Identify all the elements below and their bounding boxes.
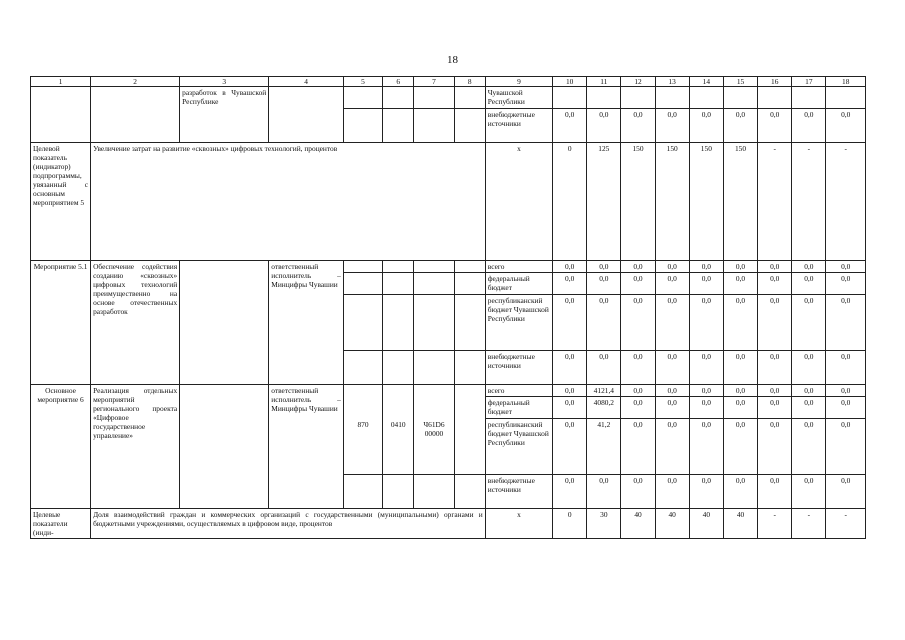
value-cell: 0,0	[723, 475, 757, 509]
value-cell: 40	[621, 509, 655, 539]
value-cell: 0,0	[621, 295, 655, 351]
value-cell: 0,0	[621, 351, 655, 385]
value-cell: -	[758, 509, 792, 539]
gr-code: 870	[343, 419, 382, 475]
measure-label: Основное мероприятие 6	[31, 385, 91, 509]
source-cell: внебюджетные источники	[485, 351, 552, 385]
header-cell: 16	[758, 77, 792, 87]
value-cell: 0,0	[792, 475, 826, 509]
page-number: 18	[447, 54, 458, 66]
value-cell: 0,0	[758, 295, 792, 351]
x-cell: x	[485, 509, 552, 539]
header-cell: 13	[655, 77, 689, 87]
value-cell: 0,0	[826, 397, 866, 419]
value-cell: 0,0	[792, 109, 826, 143]
value-cell: 0,0	[621, 475, 655, 509]
value-cell: 0,0	[553, 385, 587, 397]
value-cell: 0	[553, 143, 587, 261]
source-cell: всего	[485, 385, 552, 397]
header-row	[31, 77, 866, 87]
header-cell: 14	[689, 77, 723, 87]
value-cell: 0,0	[826, 273, 866, 295]
table-row	[31, 509, 866, 539]
header-cell: 9	[485, 77, 552, 87]
value-cell: 0,0	[621, 419, 655, 475]
table-row	[31, 143, 866, 261]
header-cell: 2	[91, 77, 180, 87]
source-cell: республиканский бюджет Чувашской Республики	[485, 295, 552, 351]
measure-title: Реализация отдельных мероприятий регионального проекта «Цифровое государственное управление»	[91, 385, 180, 509]
value-cell: -	[826, 143, 866, 261]
value-cell: 0,0	[758, 261, 792, 273]
value-cell: 0,0	[826, 475, 866, 509]
value-cell: 0,0	[587, 109, 621, 143]
cont-col3: разработок в Чувашской Республике	[180, 87, 269, 143]
cont-col4	[269, 87, 344, 143]
header-cell: 18	[826, 77, 866, 87]
value-cell: 0,0	[655, 385, 689, 397]
value-cell: 0,0	[758, 475, 792, 509]
header-cell: 17	[792, 77, 826, 87]
header-cell: 12	[621, 77, 655, 87]
value-cell: 0,0	[587, 273, 621, 295]
value-cell: 0,0	[587, 351, 621, 385]
value-cell: 40	[655, 509, 689, 539]
value-cell: 0,0	[655, 475, 689, 509]
header-cell: 5	[343, 77, 382, 87]
header-cell: 1	[31, 77, 91, 87]
value-cell: 0,0	[655, 273, 689, 295]
value-cell: 0,0	[553, 419, 587, 475]
target-text: Увеличение затрат на развитие «сквозных» цифровых технологий, процентов	[91, 143, 486, 261]
value-cell: 0,0	[655, 397, 689, 419]
value-cell: 4121,4	[587, 385, 621, 397]
value-cell: 0,0	[621, 397, 655, 419]
value-cell: 0,0	[826, 351, 866, 385]
value-cell: 0,0	[826, 385, 866, 397]
value-cell: 40	[723, 509, 757, 539]
value-cell: 0,0	[792, 397, 826, 419]
value-cell: 0,0	[723, 295, 757, 351]
value-cell: 125	[587, 143, 621, 261]
target-label: Целевые показатели (инди-	[31, 509, 91, 539]
value-cell: 0,0	[621, 385, 655, 397]
value-cell: 0,0	[655, 109, 689, 143]
rz-code: 0410	[383, 419, 414, 475]
header-cell: 8	[454, 77, 485, 87]
value-cell: 150	[723, 143, 757, 261]
value-cell: 0	[553, 509, 587, 539]
header-cell: 7	[414, 77, 454, 87]
table-row	[31, 385, 866, 397]
source-cell: республиканский бюджет Чувашской Республики	[485, 419, 552, 475]
value-cell: 0,0	[758, 273, 792, 295]
value-cell: 0,0	[587, 295, 621, 351]
value-cell: 0,0	[689, 109, 723, 143]
cs-code: Ч61D6 00000	[414, 419, 454, 475]
value-cell: 150	[621, 143, 655, 261]
cont-col2	[91, 87, 180, 143]
value-cell: 0,0	[553, 261, 587, 273]
value-cell: 0,0	[792, 385, 826, 397]
value-cell: 0,0	[758, 419, 792, 475]
value-cell: 0,0	[758, 397, 792, 419]
header-cell: 10	[553, 77, 587, 87]
value-cell: 0,0	[689, 397, 723, 419]
header-cell: 11	[587, 77, 621, 87]
value-cell: 0,0	[689, 295, 723, 351]
table-row	[31, 261, 866, 273]
value-cell: 0,0	[826, 419, 866, 475]
value-cell: -	[758, 143, 792, 261]
value-cell: -	[826, 509, 866, 539]
value-cell: -	[792, 143, 826, 261]
value-cell: 0,0	[826, 295, 866, 351]
value-cell: 0,0	[723, 109, 757, 143]
value-cell: 41,2	[587, 419, 621, 475]
value-cell: 0,0	[621, 273, 655, 295]
value-cell: 0,0	[792, 273, 826, 295]
value-cell: 30	[587, 509, 621, 539]
value-cell: 0,0	[689, 419, 723, 475]
value-cell: 0,0	[723, 261, 757, 273]
source-cell: федеральный бюджет	[485, 273, 552, 295]
value-cell: 0,0	[553, 351, 587, 385]
table-row	[31, 87, 866, 109]
value-cell: 0,0	[723, 385, 757, 397]
measure-title: Обеспечение содействия созданию «сквозных» цифровых технологий преимущественно на основе отечественных разработок	[91, 261, 180, 385]
value-cell: 0,0	[689, 273, 723, 295]
value-cell: 0,0	[792, 261, 826, 273]
value-cell: 0,0	[792, 295, 826, 351]
source-cell: федеральный бюджет	[485, 397, 552, 419]
executor-cell: ответственный исполнитель – Минцифры Чувашии	[269, 261, 344, 385]
measure-label: Мероприятие 5.1	[31, 261, 91, 385]
target-label: Целевой показатель (индикатор) подпрограммы, увязанный с основным мероприятием 5	[31, 143, 91, 261]
source-cell: внебюджетные источники	[485, 475, 552, 509]
header-cell: 15	[723, 77, 757, 87]
value-cell: 0,0	[792, 419, 826, 475]
x-cell: x	[485, 143, 552, 261]
value-cell: 0,0	[689, 475, 723, 509]
value-cell: 0,0	[758, 109, 792, 143]
value-cell: 150	[689, 143, 723, 261]
value-cell: 0,0	[553, 397, 587, 419]
target-text: Доля взаимодействий граждан и коммерческих организаций с государственными (муниципальными) органами и бюджетными учреждениями, осуществляемых в цифровом виде, процентов	[91, 509, 486, 539]
value-cell: 0,0	[792, 351, 826, 385]
source-cell: внебюджетные источники	[485, 109, 552, 143]
value-cell: 0,0	[758, 385, 792, 397]
value-cell: 0,0	[758, 351, 792, 385]
value-cell: 0,0	[655, 351, 689, 385]
value-cell: 150	[655, 143, 689, 261]
value-cell: 0,0	[689, 385, 723, 397]
value-cell: 4080,2	[587, 397, 621, 419]
value-cell: 0,0	[826, 109, 866, 143]
value-cell: 0,0	[689, 351, 723, 385]
value-cell: 0,0	[689, 261, 723, 273]
value-cell: 0,0	[553, 109, 587, 143]
value-cell: 0,0	[655, 419, 689, 475]
value-cell: 0,0	[826, 261, 866, 273]
value-cell: 0,0	[723, 273, 757, 295]
value-cell: 0,0	[621, 261, 655, 273]
header-cell: 3	[180, 77, 269, 87]
header-cell: 6	[383, 77, 414, 87]
cont-col1	[31, 87, 91, 143]
value-cell: 0,0	[621, 109, 655, 143]
value-cell: 0,0	[553, 273, 587, 295]
value-cell: 0,0	[553, 475, 587, 509]
value-cell: 0,0	[655, 295, 689, 351]
header-cell: 4	[269, 77, 344, 87]
value-cell: 0,0	[723, 419, 757, 475]
value-cell: 0,0	[723, 351, 757, 385]
source-cell: всего	[485, 261, 552, 273]
value-cell: 40	[689, 509, 723, 539]
value-cell: -	[792, 509, 826, 539]
value-cell: 0,0	[587, 261, 621, 273]
value-cell: 0,0	[723, 397, 757, 419]
executor-cell: ответственный исполнитель – Минцифры Чувашии	[269, 385, 344, 509]
value-cell: 0,0	[655, 261, 689, 273]
value-cell: 0,0	[553, 295, 587, 351]
program-table	[30, 76, 866, 539]
value-cell: 0,0	[587, 475, 621, 509]
source-cell: Чувашской Республики	[485, 87, 552, 109]
